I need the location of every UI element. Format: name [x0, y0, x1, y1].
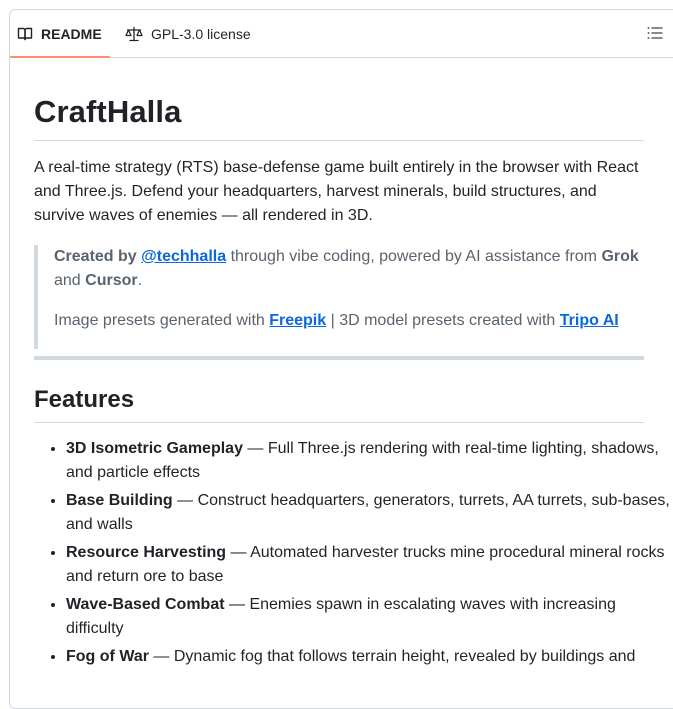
presets-mid-text: | 3D model presets created with — [326, 312, 560, 329]
tab-readme-label: README — [41, 25, 102, 42]
horizontal-rule — [34, 356, 644, 360]
feature-name: Fog of War — [66, 648, 149, 665]
list-item — [66, 437, 673, 485]
author-link[interactable]: @techhalla — [141, 248, 227, 265]
page-title: CraftHalla — [34, 94, 182, 129]
feature-desc: — Enemies spawn in escalating waves with increasing difficulty — [66, 596, 616, 637]
feature-name: Base Building — [66, 492, 173, 509]
list-item — [66, 593, 673, 641]
readme-panel — [9, 9, 673, 709]
tab-license[interactable] — [125, 10, 251, 57]
tab-license-label: GPL-3.0 license — [151, 25, 251, 42]
table-of-contents-button[interactable] — [646, 24, 664, 42]
credits-blockquote — [34, 245, 644, 349]
feature-desc: — Construct headquarters, generators, turrets, AA turrets, sub-bases, and walls — [66, 492, 670, 533]
intro-paragraph: A real-time strategy (RTS) base-defense game built entirely in the browser with React and Three.js. Defend your headquarters, harvest minerals, build structures, and survive waves of enemies — all rendered in 3D. — [34, 159, 639, 224]
feature-name: Wave-Based Combat — [66, 596, 225, 613]
feature-name: Resource Harvesting — [66, 544, 227, 561]
created-by-label: Created by — [54, 248, 137, 265]
credits-period: . — [137, 272, 143, 289]
active-tab-indicator — [10, 56, 110, 58]
tool-grok: Grok — [601, 248, 639, 265]
book-icon — [17, 26, 33, 42]
feature-desc: — Dynamic fog that follows terrain height, revealed by buildings and — [148, 648, 636, 665]
list-item — [66, 645, 673, 669]
credits-via-text: through vibe coding, powered by AI assistance from — [226, 248, 602, 265]
tool-cursor: Cursor — [85, 272, 138, 289]
feature-desc: — Automated harvester trucks mine procedural mineral rocks and return ore to base — [66, 544, 665, 585]
features-heading: Features — [34, 386, 135, 413]
scale-icon — [125, 26, 143, 42]
list-icon — [646, 24, 664, 42]
tripo-ai-link[interactable]: Tripo AI — [559, 312, 619, 329]
tab-readme[interactable] — [10, 10, 110, 57]
title-divider — [34, 140, 644, 141]
credits-line — [54, 245, 644, 293]
feature-desc: — Full Three.js rendering with real-time lighting, shadows, and particle effects — [66, 440, 659, 481]
list-item — [66, 489, 673, 537]
features-divider — [34, 422, 644, 423]
presets-prefix-text: Image presets generated with — [54, 312, 270, 329]
freepik-link[interactable]: Freepik — [269, 312, 327, 329]
readme-tabbar — [10, 10, 673, 58]
list-item — [66, 541, 673, 589]
credits-and-text: and — [54, 272, 86, 289]
features-list — [34, 437, 673, 673]
presets-line — [54, 309, 644, 333]
feature-name: 3D Isometric Gameplay — [66, 440, 243, 457]
